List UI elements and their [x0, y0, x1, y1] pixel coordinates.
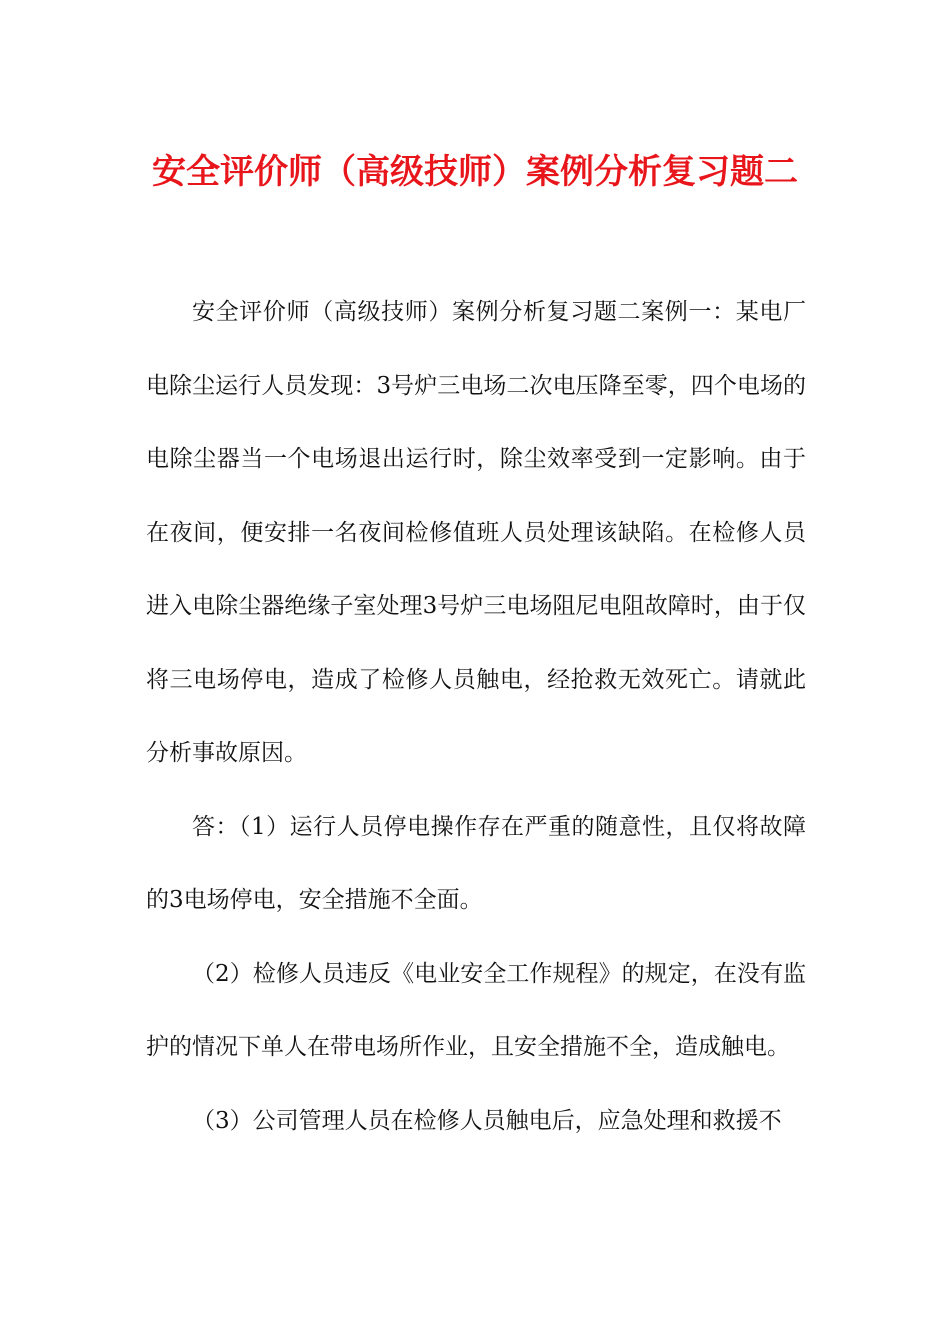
- document-title: 安全评价师（高级技师）案例分析复习题二: [152, 152, 798, 192]
- paragraph-answer-2: （2）检修人员违反《电业安全工作规程》的规定，在没有监护的情况下单人在带电场所作业，且安全措施不全，造成触电。: [146, 960, 806, 1060]
- paragraph-answer-1: 答：（1）运行人员停电操作存在严重的随意性，且仅将故障的3电场停电，安全措施不全面。: [146, 813, 806, 913]
- paragraph-case-description: 安全评价师（高级技师）案例分析复习题二案例一：某电厂电除尘运行人员发现：3号炉三电场二次电压降至零，四个电场的电除尘器当一个电场退出运行时，除尘效率受到一定影响。由于在夜间，便安排一名夜间检修值班人员处理该缺陷。在检修人员进入电除尘器绝缘子室处理3号炉三电场阻尼电阻故障时，由于仅将三电场停电，造成了检修人员触电，经抢救无效死亡。请就此分析事故原因。: [146, 299, 806, 766]
- paragraph-answer-3: （3）公司管理人员在检修人员触电后，应急处理和救援不: [192, 1107, 782, 1134]
- document-body: [146, 276, 806, 1158]
